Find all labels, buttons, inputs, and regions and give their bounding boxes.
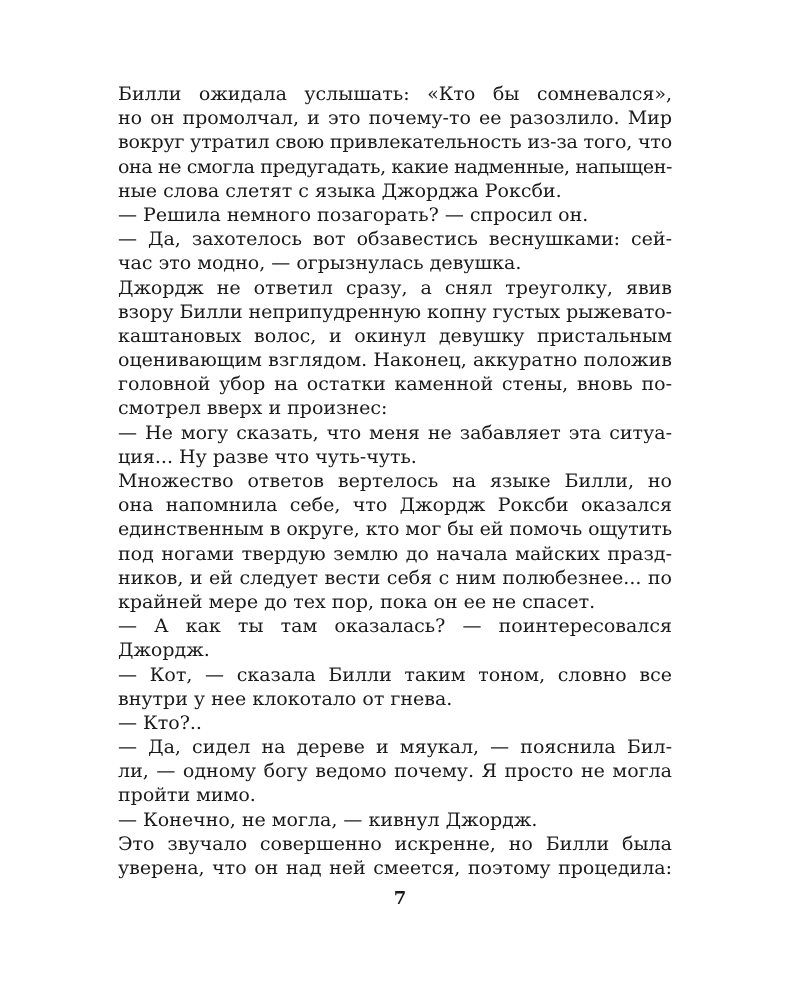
page-number: 7 (393, 888, 407, 909)
text-line: ные слова слетят с языка Джорджа Роксби. (118, 179, 562, 202)
text-line: — Да, захотелось вот обзавестись веснушками: сей- (118, 228, 672, 251)
text-line: ников, и ей следует вести себя с ним полюбезнее... по (118, 566, 672, 589)
text-line: — Кот, — сказала Билли таким тоном, словно все (118, 663, 672, 686)
text-line: головной убор на остатки каменной стены, вновь по- (118, 373, 672, 396)
text-line: — Не могу сказать, что меня не забавляет эта ситуа- (118, 421, 672, 444)
text-line: единственным в округе, кто мог бы ей помочь ощутить (118, 518, 672, 541)
text-line: ция... Ну разве что чуть-чуть. (118, 445, 417, 468)
text-line: вокруг утратил свою привлекательность из-за того, что (118, 131, 672, 154)
text-line: — Кто?.. (118, 711, 202, 734)
text-line: — Да, сидел на дереве и мяукал, — пояснила Бил- (118, 736, 672, 759)
text-line: смотрел вверх и произнес: (118, 397, 388, 420)
text-line: — А как ты там оказалась? — поинтересовался (118, 615, 672, 638)
text-line: она не смогла предугадать, какие надменные, напыщен- (118, 155, 672, 178)
body-text (118, 82, 672, 880)
text-line: внутри у нее клокотало от гнева. (118, 687, 453, 710)
text-line: под ногами твердую землю до начала майских празд- (118, 542, 672, 565)
text-line: каштановых волос, и окинул девушку пристальным (118, 324, 672, 347)
text-line: уверена, что он над ней смеется, поэтому процедила: (118, 857, 672, 879)
text-line: — Решила немного позагорать? — спросил он. (118, 203, 589, 226)
text-line: час это модно, — огрызнулась девушка. (118, 252, 522, 275)
text-line: крайней мере до тех пор, пока он ее не спасет. (118, 590, 596, 613)
text-line: она напомнила себе, что Джордж Роксби оказался (118, 494, 672, 517)
text-line: — Конечно, не могла, — кивнул Джордж. (118, 808, 538, 831)
text-line: Множество ответов вертелось на языке Билли, но (118, 470, 672, 492)
text-line: оценивающим взглядом. Наконец, аккуратно положив (118, 349, 672, 372)
text-line: ли, — одному богу ведомо почему. Я просто не могла (118, 760, 672, 783)
text-line: но он промолчал, и это почему-то ее разозлило. Мир (118, 107, 672, 130)
text-line: Это звучало совершенно искренне, но Билли была (118, 832, 672, 855)
text-line: Билли ожидала услышать: «Кто бы сомневался», (118, 83, 672, 105)
text-line: пройти мимо. (118, 784, 256, 807)
text-line: Джордж. (118, 639, 210, 662)
text-line: взору Билли неприпудренную копну густых рыжевато- (118, 300, 672, 323)
text-line: Джордж не ответил сразу, а снял треуголку, явив (118, 276, 672, 299)
